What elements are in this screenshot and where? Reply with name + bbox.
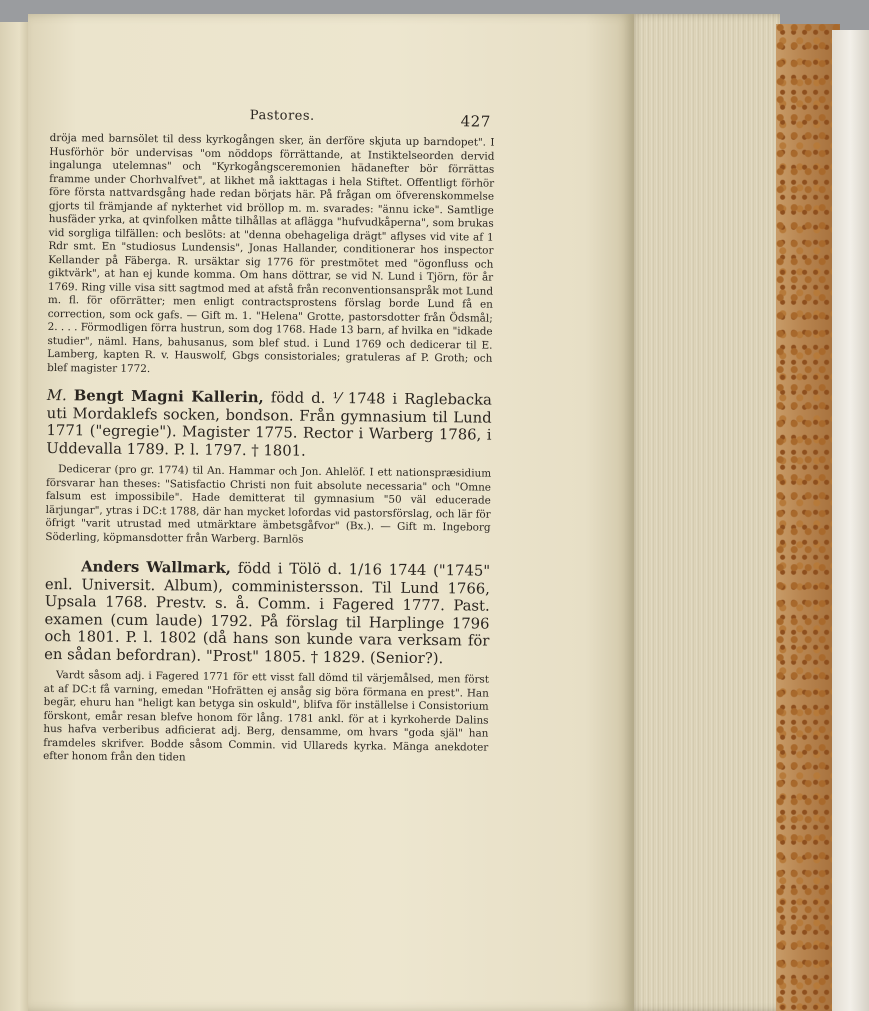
book-cover-marbled bbox=[776, 24, 840, 1011]
cover-spine bbox=[832, 30, 869, 1011]
entry-kallerin bbox=[46, 387, 492, 462]
entry-name: Bengt Magni Kallerin, bbox=[73, 387, 264, 407]
entry-name: Anders Wallmark, bbox=[81, 558, 232, 577]
page-number: 427 bbox=[460, 112, 491, 131]
page-stack-edges bbox=[630, 14, 780, 1011]
entry-notes-text: Dedicerar (pro gr. 1774) til An. Hammar och Jon. Ahlelöf. I ett nationspræsidium försvarar han theses: "Satisfactio Christi non fuit absolute necessaria" och "Omne falsum est impossibile". Hade demitterat til gymnasium "50 väl educerade lärjungar", ytras i DC:t 1788, där han mycket lofordas vid pastorsförslag, och lär för öfrigt "varit utrustad med utmärktare ämbetsgåfvor" (Bx.). — Gift m. Ingeborg Söderling, köpmansdotter från Warberg. Barnlös bbox=[45, 463, 492, 546]
entry-notes-kallerin bbox=[45, 463, 491, 549]
entry-number: M. bbox=[46, 386, 67, 405]
entry-notes-wallmark bbox=[43, 669, 489, 768]
page-text bbox=[43, 100, 495, 768]
entry-text: född d. ⅟ 1748 i Raglebacka uti Mordaklefs socken, bondson. Från gymnasium til Lund 1771 ("egregie"). Magister 1775. Rector i Warberg 1786, i Uddevalla 1789. P. l. 1797. † 1801. bbox=[46, 389, 492, 460]
entry-wallmark bbox=[44, 558, 490, 668]
continuation-paragraph bbox=[47, 132, 495, 380]
header-title: Pastores. bbox=[249, 108, 315, 124]
entry-text: född i Tölö d. 1/16 1744 ("1745" enl. Universit. Album), comministersson. Til Lund 1766, Upsala 1768. Prestv. s. å. Comm. i Fagered 1777. Past. examen (cum laude) 1792. På förslag til Harplinge 1796 och 1801. P. l. 1802 (då hans son kunde vara verksam för en sådan befordran). "Prost" 1805. † 1829. (Senior?). bbox=[44, 559, 491, 667]
continuation-text: dröja med barnsölet til dess kyrkogången sker, än derföre skjuta up barndopet". I Husförhör bör undervisas "om nöddops förrättande, at Instiktelseorden dervid ingalunga utelemnas" och "Kyrkogångsceremonien hädanefter bör förrättas framme under Chorhvalfvet", at likhet må iakttagas i hela Stiftet. Offentligt förhör före första nattvardsgång hade redan börjats här. På frågan om öfverenskommelse gjorts til främjande af nykterhet vid bröllop m. m. svarades: "ännu icke". Samtlige husfäder yrka, at qvinfolken måtte tilhållas at aflägga "hufvudkåperna", som brukas vid sorgliga tilfällen: och beslöts: at "denna obehageliga drägt" aflyses vid vite af 1 Rdr smt. En "studiosus Lundensis", Jonas Hallander, conditionerar hos inspector Kellander på Fäberga. R. ursäktar sig 1776 för prestmötet med "ögonfluss och giktvärk", at han ej kunde komma. Om hans döttrar, se vid N. Lund i Tjörn, för år 1769. Ring ville visa sitt sagtmod med at afstå från reconventionsanspråk mot Lund m. fl. för oförrätter; men enligt contractsprostens förslag borde Lund få en correction, som ock gafs. — Gift m. 1. "Helena" Grotte, pastorsdotter från Ödsmål; 2. . . . Förmodligen förra hustrun, som dog 1768. Hade 13 barn, af hvilka en "idkade studier", näml. Hans, bahusanus, som blef stud. i Lund 1769 och dedicerar til E. Lamberg, kapten R. v. Hauswolf, Gbgs consistoriales; gratuleras af P. Groth; och blef magister 1772. bbox=[47, 131, 495, 375]
running-header bbox=[50, 100, 495, 131]
entry-notes-text: Vardt såsom adj. i Fagered 1771 för ett visst fall dömd til värjemålsed, men först at af DC:t få varning, emedan "Hofrätten ej ansåg sig böra förmana en prest". Han begär, ehuru han "heligt kan betyga sin oskuld", blifva för inställelse i Consistorium förskont, emår resan blefve honom för lång. 1781 ankl. för at i kyrkoherde Dalins hus hafva verberibus adficierat adj. Berg, densamme, om hvars "goda själ" han framdeles skrifver. Bodde såsom Commin. vid Ullareds kyrka. Mänga anekdoter efter honom från den tiden bbox=[43, 669, 490, 764]
